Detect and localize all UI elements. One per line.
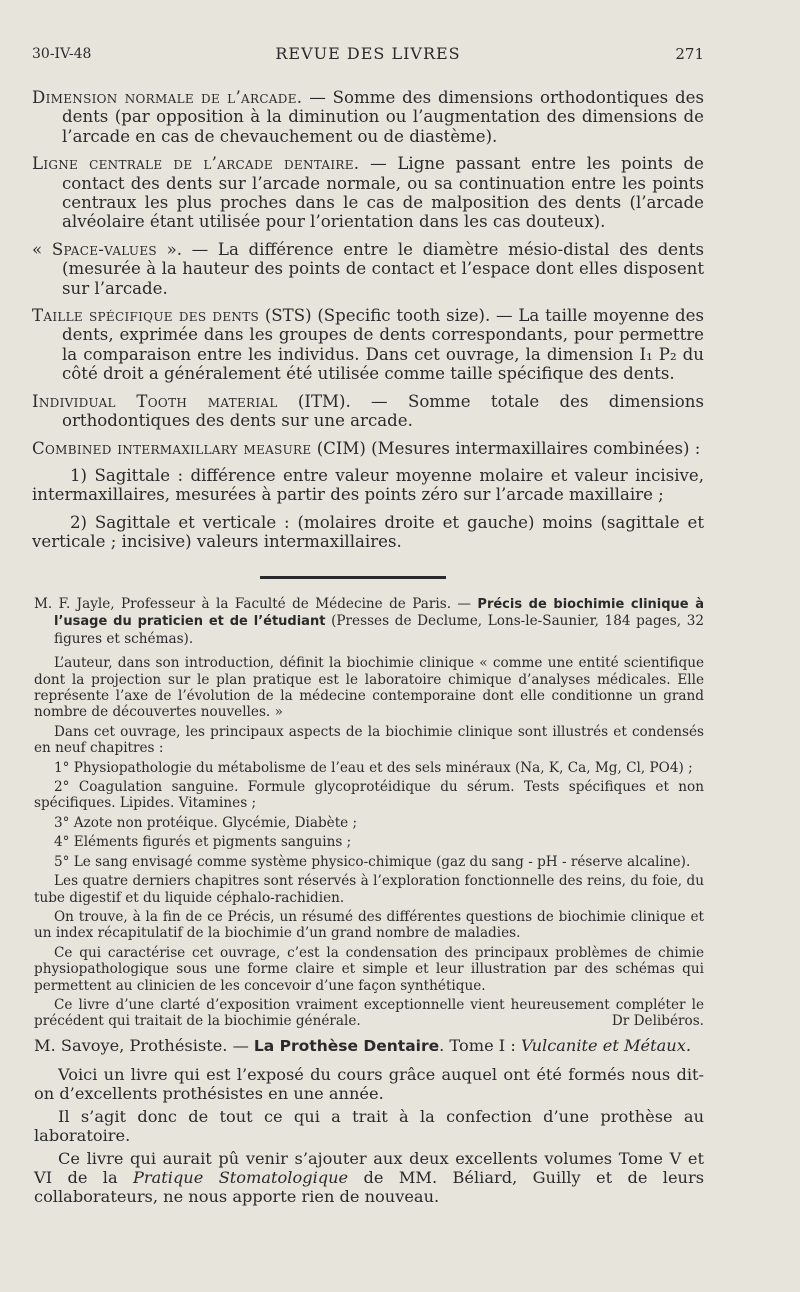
cim-item-sagittale: 1) Sagittale : différence entre valeur moyenne molaire et valeur incisive, intermaxillaires, mesurées à partir des points zéro sur l’arcade maxillaire ; (32, 465, 704, 505)
glossary-definition: ». — La différence entre le diamètre mésio-distal des dents (mesurée à la hauteur des points de contact et l’espace dont elles disposent sur l’arcade. (62, 239, 704, 298)
glossary-definition: — Ligne passant entre les points de contact des dents sur l’arcade normale, ou sa continuation entre les points centraux les plus proches dans le cas de malposition des dents (l’arcade alvéolaire étant utilisée pour l’orientation dans les cas douteux). (62, 154, 705, 232)
book-title: La Prothèse Dentaire (253, 1037, 440, 1055)
running-header (32, 44, 704, 68)
review-paragraph (34, 1149, 704, 1206)
chapter-item: 1° Physiopathologie du métabolisme de l’eau et des sels minéraux (Na, K, Ca, Mg, Cl, PO4) ; (54, 759, 693, 776)
chapter-item: 5° Le sang envisagé comme système physico-chimique (gaz du sang - pH - réserve alcaline). (54, 853, 691, 870)
glossary-entry (32, 392, 704, 431)
review-paragraph: On trouve, à la fin de ce Précis, un résumé des différentes questions de biochimie clinique et un index récapitulatif de la biochimie d’un grand nombre de maladies. (34, 908, 704, 942)
glossary-definition: (ITM). — Somme totale des dimensions orthodontiques des dents sur une arcade. (62, 391, 704, 431)
chapter-item: 3° Azote non protéique. Glycémie, Diabète ; (54, 814, 358, 831)
glossary-term: Taille spécifique des dents (32, 306, 260, 326)
review-paragraph: Ce qui caractérise cet ouvrage, c’est la condensation des principaux problèmes de chimie physiopathologique sous une forme claire et simple et leur illustration par des schémas qui permettent au clinicien de les concevoir d’une façon synthétique. (34, 944, 704, 994)
review-paragraph: Il s’agit donc de tout ce qui a trait à la confection d’une prothèse au laboratoire. (34, 1107, 704, 1145)
ref-author: M. F. Jayle, Professeur à la Faculté de Médecine de Paris. — (34, 596, 478, 612)
ref-author: M. Savoye, Prothésiste. — (34, 1036, 254, 1055)
glossary-entry (32, 154, 704, 232)
header-title: REVUE DES LIVRES (275, 44, 461, 63)
closing-text: Ce livre d’une clarté d’exposition vraiment exceptionnelle vient heureusement compléter le précédent qui traitait de la biochimie générale. (34, 996, 704, 1030)
glossary-definition: (STS) (Specific tooth size). — La taille moyenne des dents, exprimée dans les groupes de dents correspondants, pour permettre la comparaison entre les individus. Dans cet ouvrage, la dimension I₁ P₂ du côté droit a généralement été utilisée comme taille spécifique des dents. (62, 306, 704, 384)
glossary-term: Combined intermaxillary measure (32, 438, 312, 458)
glossary-section (32, 88, 704, 560)
glossary-entry (32, 439, 704, 458)
book-reference (34, 1036, 704, 1056)
reviewer-signature: Dr Delibéros. (611, 1013, 704, 1030)
cim-item-sagittale-verticale: 2) Sagittale et verticale : (molaires droite et gauche) moins (sagittale et verticale ; incisive) valeurs intermaxillaires. (32, 512, 704, 552)
glossary-definition: (CIM) (Mesures intermaxillaires combinées) : (311, 438, 701, 458)
glossary-term: Ligne centrale de l’arcade dentaire. (32, 154, 360, 174)
quote-mark: « (32, 239, 52, 259)
paragraph-text: de MM. Béliard, Guilly et de leurs collaborateurs, ne nous apporte rien de nouveau. (34, 1168, 704, 1206)
glossary-definition: — Somme des dimensions orthodontiques des dents (par opposition à la diminution ou l’augmentation des dimensions de l’arcade en cas de chevauchement ou de diastème). (62, 88, 704, 146)
review-paragraph: Les quatre derniers chapitres sont réservés à l’exploration fonctionnelle des reins, du foie, du tube digestif et du liquide céphalo-rachidien. (34, 873, 704, 906)
page-number: 271 (675, 45, 704, 63)
review-jayle (34, 596, 704, 1033)
section-divider (260, 576, 446, 579)
glossary-entry (32, 240, 704, 298)
review-paragraph (34, 997, 704, 1030)
book-title: Précis de biochimie clinique à l’usage du praticien et de l’étudiant (54, 597, 704, 630)
glossary-term: Space-values (51, 239, 157, 259)
book-subtitle: Vulcanite et Métaux. (520, 1036, 691, 1055)
glossary-term: Dimension normale de l’arcade. (32, 88, 303, 107)
chapter-item: 4° Eléments figurés et pigments sanguins ; (54, 834, 352, 851)
header-date: 30-IV-48 (32, 46, 92, 62)
glossary-term: Individual Tooth material (32, 391, 278, 411)
book-reference (34, 596, 704, 647)
glossary-entry (32, 88, 704, 146)
review-paragraph: L’auteur, dans son introduction, définit la biochimie clinique « comme une entité scientifique dont la projection sur le plan pratique est le laboratoire chimique d’analyses médicales. Elle représente l’axe de l’évolution de la médecine contemporaine dont elle conditionne un grand nombre de découvertes nouvelles. » (34, 655, 704, 721)
chapter-item: 2° Coagulation sanguine. Formule glycoprotéidique du sérum. Tests spécifiques et non spécifiques. Lipides. Vitamines ; (34, 779, 704, 812)
paragraph-text: Ce livre qui aurait pû venir s’ajouter aux deux excellents volumes Tome V et VI de la (34, 1149, 704, 1187)
publisher: (Presses de Declume, Lons-le-Saunier, 184 pages, 32 figures et schémas). (54, 613, 704, 647)
glossary-entry (32, 306, 704, 384)
review-paragraph: Voici un livre qui est l’exposé du cours grâce auquel ont été formés nous dit-on d’excellents prothésistes en une année. (34, 1065, 704, 1103)
tome-label: . Tome I : (439, 1036, 521, 1055)
cited-work-title: Pratique Stomatologique (132, 1168, 349, 1187)
review-paragraph: Dans cet ouvrage, les principaux aspects de la biochimie clinique sont illustrés et condensés en neuf chapitres : (34, 723, 704, 757)
review-savoye (34, 1036, 704, 1210)
